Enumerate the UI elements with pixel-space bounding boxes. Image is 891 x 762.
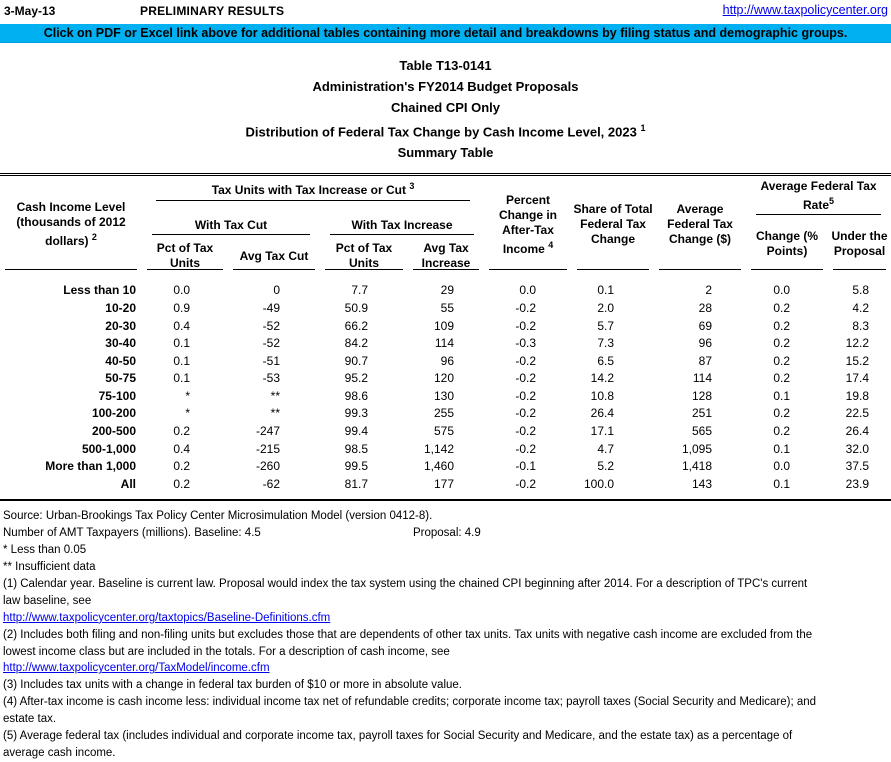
value-cell: 8.3: [852, 318, 870, 333]
table-row: [0, 405, 891, 423]
income-level-label: 200-500: [91, 424, 136, 439]
footnote-text-line: lowest income class but are included in the totals. For a description of cash income, see: [3, 645, 450, 658]
value-cell: 0.1: [173, 336, 190, 351]
value-cell: 0: [273, 283, 280, 298]
value-cell: 0.2: [173, 424, 190, 439]
value-cell: 2.0: [597, 300, 615, 315]
header-cash-income-level: Cash Income Level (thousands of 2012 dollars) $^2$: [0, 175, 142, 274]
value-cell: 0.4: [173, 441, 190, 456]
header-share-total-change: Share of Total Federal Tax Change: [572, 175, 654, 274]
footnote-text-line: (2) Includes both filing and non-filing units but excludes those that are dependents of other tax units. Tax units with negative cash income are excluded from the: [3, 628, 813, 641]
value-cell: 128: [691, 388, 713, 403]
value-cell: 0.1: [773, 441, 791, 456]
value-cell: 15.2: [845, 353, 870, 368]
table-row: [0, 273, 891, 300]
value-cell: 19.8: [845, 388, 870, 403]
value-cell: 99.4: [344, 424, 368, 439]
value-cell: 5.7: [597, 318, 615, 333]
value-cell: 17.1: [590, 424, 615, 439]
value-cell: 98.6: [344, 388, 368, 403]
value-cell: 99.3: [344, 406, 368, 421]
footnote-link[interactable]: http://www.taxpolicycenter.org/TaxModel/income.cfm: [3, 662, 270, 675]
income-level-label: 30-40: [105, 336, 136, 351]
value-cell: 0.0: [773, 283, 791, 298]
value-cell: 0.1: [173, 371, 190, 386]
value-cell: 14.2: [590, 371, 615, 386]
header-avg-tax-cut: Avg Tax Cut: [228, 239, 320, 273]
value-cell: 7.7: [351, 283, 368, 298]
header-tax-units-group: Tax Units with Tax Increase or Cut $^3$: [142, 175, 484, 216]
value-cell: -49: [262, 300, 280, 315]
value-cell: 565: [691, 424, 713, 439]
table-row: [0, 388, 891, 406]
table-body: [0, 273, 891, 500]
value-cell: 5.8: [852, 283, 870, 298]
income-level-label: 50-75: [105, 371, 136, 386]
value-cell: 81.7: [344, 476, 368, 491]
value-cell: -0.2: [515, 476, 537, 491]
value-cell: -0.2: [515, 353, 537, 368]
value-cell: 114: [692, 371, 713, 386]
income-level-label: 20-30: [105, 318, 136, 333]
value-cell: 26.4: [845, 424, 870, 439]
table-row: [0, 423, 891, 441]
value-cell: 0.1: [773, 388, 791, 403]
summary-table: [0, 173, 891, 501]
value-cell: 0.9: [173, 300, 190, 315]
value-cell: 29: [440, 283, 455, 298]
value-cell: 1,460: [423, 459, 455, 474]
value-cell: 10.8: [590, 388, 615, 403]
value-cell: 251: [691, 406, 713, 421]
value-cell: 120: [433, 371, 455, 386]
header-change-points: Change (% Points): [746, 215, 828, 273]
value-cell: 4.7: [597, 441, 615, 456]
header-with-tax-cut: With Tax Cut: [142, 215, 320, 239]
header-pct-units-increase: Pct of Tax Units: [320, 239, 408, 273]
value-cell: 109: [433, 318, 455, 333]
value-cell: 6.5: [597, 353, 615, 368]
value-cell: 69: [698, 318, 713, 333]
income-level-label: 75-100: [98, 388, 136, 403]
value-cell: -0.2: [515, 371, 537, 386]
value-cell: 0.2: [773, 424, 791, 439]
value-cell: 0.2: [773, 406, 791, 421]
info-banner: [0, 24, 891, 43]
value-cell: -0.2: [515, 441, 537, 456]
tpc-website-link[interactable]: http://www.taxpolicycenter.org: [722, 3, 888, 17]
value-cell: *: [185, 406, 190, 421]
value-cell: 0.0: [173, 283, 190, 298]
value-cell: 99.5: [344, 459, 368, 474]
value-cell: 23.9: [845, 476, 870, 491]
table-number-title: Table T13-0141: [399, 58, 492, 73]
header-avg-federal-tax-change: Average Federal Tax Change ($): [654, 175, 746, 274]
footnote-text-line: ** Insufficient data: [3, 561, 96, 574]
income-level-label: Less than 10: [63, 283, 136, 298]
value-cell: 575: [433, 424, 455, 439]
footnote-text-line: (4) After-tax income is cash income less: individual income tax net of refundable credits; corporate income tax; payroll taxes (Social Security and Medicare); and: [3, 696, 817, 709]
title-chained-cpi: Chained CPI Only: [390, 100, 501, 115]
top-bar: [0, 0, 891, 24]
income-level-label: 10-20: [105, 300, 136, 315]
income-level-label: 40-50: [105, 353, 136, 368]
table-row: [0, 441, 891, 459]
value-cell: 22.5: [845, 406, 870, 421]
income-level-label: 100-200: [91, 406, 136, 421]
footnote-link[interactable]: http://www.taxpolicycenter.org/taxtopics/Baseline-Definitions.cfm: [3, 611, 331, 624]
table-row: [0, 476, 891, 501]
value-cell: 87: [698, 353, 713, 368]
value-cell: -0.2: [515, 318, 537, 333]
value-cell: 2: [705, 283, 713, 298]
value-cell: 0.2: [173, 476, 190, 491]
value-cell: *: [185, 388, 190, 403]
footnote-link-line: [3, 660, 891, 677]
footnote-text-line: Source: Urban-Brookings Tax Policy Center Microsimulation Model (version 0412-8).: [3, 510, 433, 523]
table-row: [0, 353, 891, 371]
value-cell: -53: [262, 371, 280, 386]
value-cell: 37.5: [845, 459, 870, 474]
value-cell: 5.2: [597, 459, 615, 474]
value-cell: 26.4: [590, 406, 615, 421]
value-cell: 0.2: [773, 318, 791, 333]
group-underline: [330, 234, 474, 235]
group-underline: [152, 234, 310, 235]
value-cell: 1,095: [681, 441, 713, 456]
value-cell: -0.2: [515, 424, 537, 439]
value-cell: 95.2: [344, 371, 368, 386]
value-cell: 66.2: [344, 318, 368, 333]
income-level-label: All: [120, 476, 136, 491]
footnote-text-line: estate tax.: [3, 713, 57, 726]
value-cell: 84.2: [344, 336, 368, 351]
header-avg-tax-increase: Avg Tax Increase: [408, 239, 484, 273]
title-proposals: Administration's FY2014 Budget Proposals: [312, 79, 579, 94]
header-with-tax-increase: With Tax Increase: [320, 215, 484, 239]
amt-proposal-text: Proposal: 4.9: [413, 527, 481, 540]
value-cell: -260: [255, 459, 280, 474]
title-distribution: Distribution of Federal Tax Change by Cash Income Level, 2023 $^1$: [245, 123, 646, 140]
amt-baseline-text: Number of AMT Taxpayers (millions). Baseline: 4.5: [3, 527, 261, 540]
value-cell: -247: [255, 424, 280, 439]
value-cell: 4.2: [852, 300, 870, 315]
table-row: [0, 335, 891, 353]
value-cell: 0.2: [173, 459, 190, 474]
footnote-text-line: law baseline, see: [3, 594, 92, 607]
value-cell: -0.2: [515, 406, 537, 421]
table-row: [0, 458, 891, 476]
preliminary-results-label: PRELIMINARY RESULTS: [140, 4, 285, 18]
value-cell: 0.1: [173, 353, 190, 368]
value-cell: -0.1: [515, 459, 537, 474]
value-cell: -52: [262, 318, 280, 333]
value-cell: 12.2: [845, 336, 870, 351]
value-cell: **: [270, 406, 280, 421]
value-cell: 0.1: [773, 476, 791, 491]
footnote-link-line: [3, 610, 891, 627]
value-cell: -0.2: [515, 388, 537, 403]
title-summary: Summary Table: [397, 145, 494, 161]
value-cell: 96: [440, 353, 455, 368]
value-cell: -215: [255, 441, 280, 456]
footnote-text-line: * Less than 0.05: [3, 544, 87, 557]
value-cell: 0.2: [773, 300, 791, 315]
value-cell: 0.2: [773, 336, 791, 351]
date-label: 3-May-13: [4, 4, 56, 18]
group-underline: [156, 200, 470, 201]
header-pct-units-cut: Pct of Tax Units: [142, 239, 228, 273]
value-cell: 0.2: [773, 353, 791, 368]
value-cell: -52: [262, 336, 280, 351]
value-cell: 114: [434, 336, 455, 351]
header-under-proposal: Under the Proposal: [828, 215, 891, 273]
value-cell: 50.9: [344, 300, 368, 315]
footnotes: [0, 508, 891, 761]
value-cell: 255: [433, 406, 455, 421]
table-row: [0, 370, 891, 388]
income-level-label: More than 1,000: [45, 459, 136, 474]
value-cell: 98.5: [344, 441, 368, 456]
value-cell: 1,142: [423, 441, 455, 456]
value-cell: 0.4: [173, 318, 190, 333]
income-level-label: 500-1,000: [81, 441, 136, 456]
info-banner-text: Click on PDF or Excel link above for additional tables containing more detail and breakdowns by filing status and demographic groups.: [43, 26, 848, 40]
value-cell: 17.4: [845, 371, 870, 386]
value-cell: -51: [262, 353, 280, 368]
footnote-text-line: average cash income.: [3, 746, 116, 759]
table-row: [0, 300, 891, 318]
amt-taxpayers-line: [3, 525, 891, 542]
value-cell: 130: [433, 388, 455, 403]
value-cell: -0.2: [515, 300, 537, 315]
title-block: [0, 55, 891, 163]
value-cell: 177: [433, 476, 455, 491]
value-cell: 0.0: [519, 283, 537, 298]
value-cell: **: [270, 388, 280, 403]
value-cell: -0.3: [515, 336, 537, 351]
table-header: [0, 175, 891, 274]
footnote-text-line: (3) Includes tax units with a change in federal tax burden of $10 or more in absolute value.: [3, 679, 462, 692]
value-cell: 0.1: [597, 283, 615, 298]
value-cell: 1,418: [681, 459, 713, 474]
footnote-text-line: (5) Average federal tax (includes individual and corporate income tax, payroll taxes for Social Security and Medicare, and the estate tax) as a percentage of: [3, 730, 793, 743]
value-cell: -62: [262, 476, 280, 491]
value-cell: 0.2: [773, 371, 791, 386]
value-cell: 143: [691, 476, 713, 491]
value-cell: 96: [698, 336, 713, 351]
value-cell: 0.0: [773, 459, 791, 474]
value-cell: 28: [698, 300, 713, 315]
footnote-text-line: (1) Calendar year. Baseline is current law. Proposal would index the tax system using the chained CPI beginning after 2014. For a description of TPC's current: [3, 578, 808, 591]
header-pct-change-after-tax-income: Percent Change in After-Tax Income $^4$: [484, 175, 572, 274]
value-cell: 32.0: [845, 441, 870, 456]
value-cell: 90.7: [344, 353, 368, 368]
value-cell: 100.0: [583, 476, 615, 491]
value-cell: 7.3: [597, 336, 615, 351]
header-avg-federal-tax-rate-group: Average Federal Tax Rate$^5$: [746, 175, 891, 216]
table-row: [0, 318, 891, 336]
value-cell: 55: [440, 300, 455, 315]
